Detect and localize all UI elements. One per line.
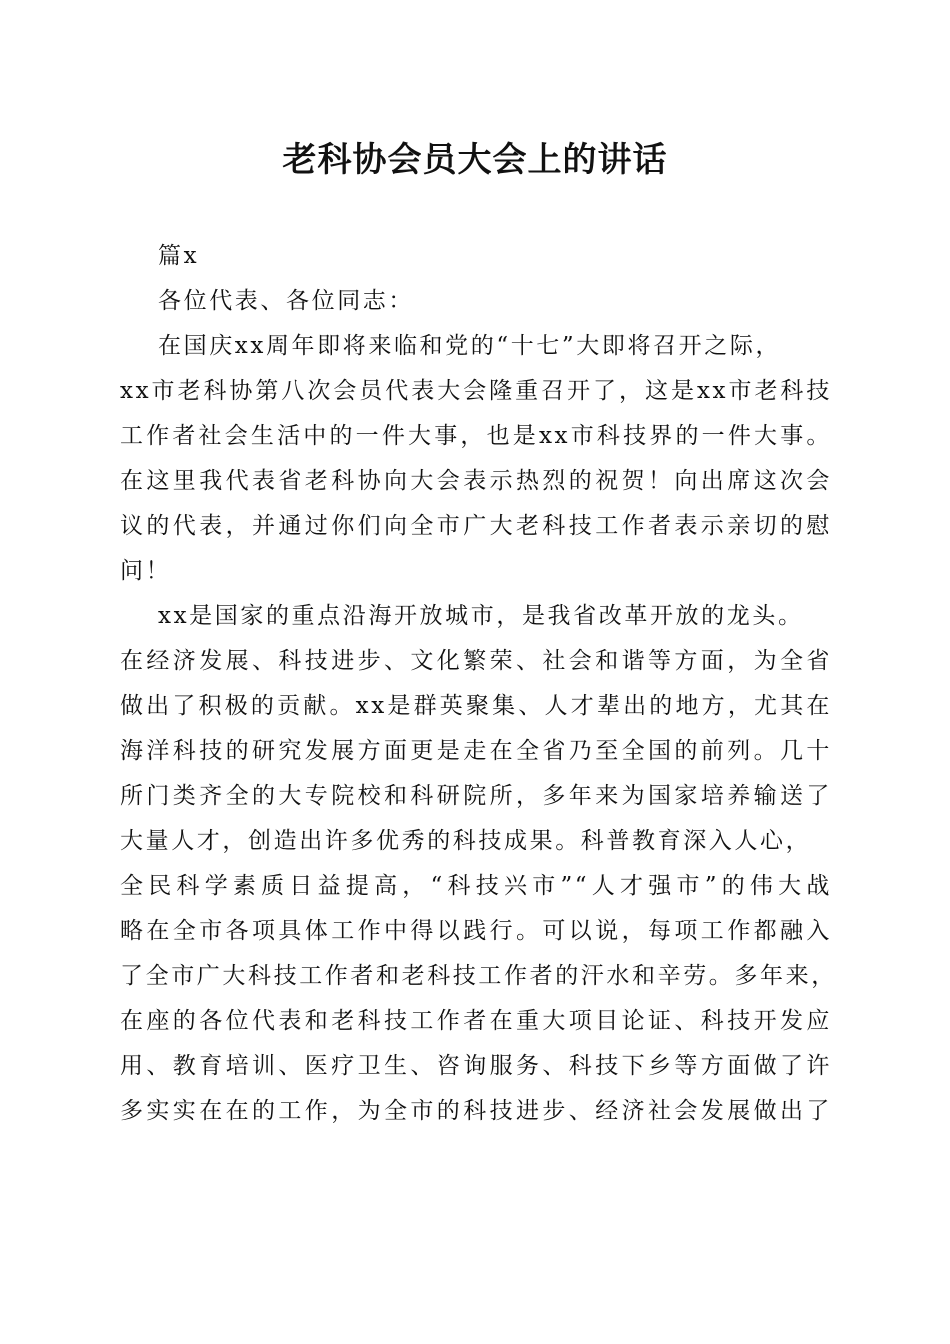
text-line: 在国庆xx周年即将来临和党的“十七”大即将召开之际， [158, 333, 782, 359]
text-line: 多实实在在的工作，为全市的科技进步、经济社会发展做出了 [120, 1098, 832, 1124]
text-line: 全民科学素质日益提高，“科技兴市”“人才强市”的伟大战 [120, 873, 832, 899]
text-line: 了全市广大科技工作者和老科技工作者的汗水和辛劳。多年来， [120, 963, 837, 989]
text-line: 海洋科技的研究发展方面更是走在全省乃至全国的前列。几十 [120, 738, 832, 764]
text-line: 问！ [120, 558, 172, 584]
text-line: 用、教育培训、医疗卫生、咨询服务、科技下乡等方面做了许 [120, 1053, 832, 1079]
text-line: 所门类齐全的大专院校和科研院所，多年来为国家培养输送了 [120, 783, 832, 809]
section-label: 篇x [158, 243, 200, 269]
document-body [120, 234, 837, 1134]
document-title: 老科协会员大会上的讲话 [282, 140, 668, 180]
text-line: xx市老科协第八次会员代表大会隆重召开了，这是xx市老科技 [120, 378, 832, 404]
text-line: 工作者社会生活中的一件大事，也是xx市科技界的一件大事。 [120, 423, 832, 449]
text-line: 大量人才，创造出许多优秀的科技成果。科普教育深入人心， [120, 828, 812, 854]
text-line: 在经济发展、科技进步、文化繁荣、社会和谐等方面，为全省 [120, 648, 832, 674]
text-line: 略在全市各项具体工作中得以践行。可以说，每项工作都融入 [120, 918, 832, 944]
salutation: 各位代表、各位同志： [158, 288, 414, 314]
text-line: 在这里我代表省老科协向大会表示热烈的祝贺！向出席这次会 [120, 468, 832, 494]
text-line: 议的代表，并通过你们向全市广大老科技工作者表示亲切的慰 [120, 513, 832, 539]
text-line: 在座的各位代表和老科技工作者在重大项目论证、科技开发应 [120, 1008, 832, 1034]
text-line: 做出了积极的贡献。xx是群英聚集、人才辈出的地方，尤其在 [120, 693, 832, 719]
text-line: xx是国家的重点沿海开放城市，是我省改革开放的龙头。 [158, 603, 804, 629]
